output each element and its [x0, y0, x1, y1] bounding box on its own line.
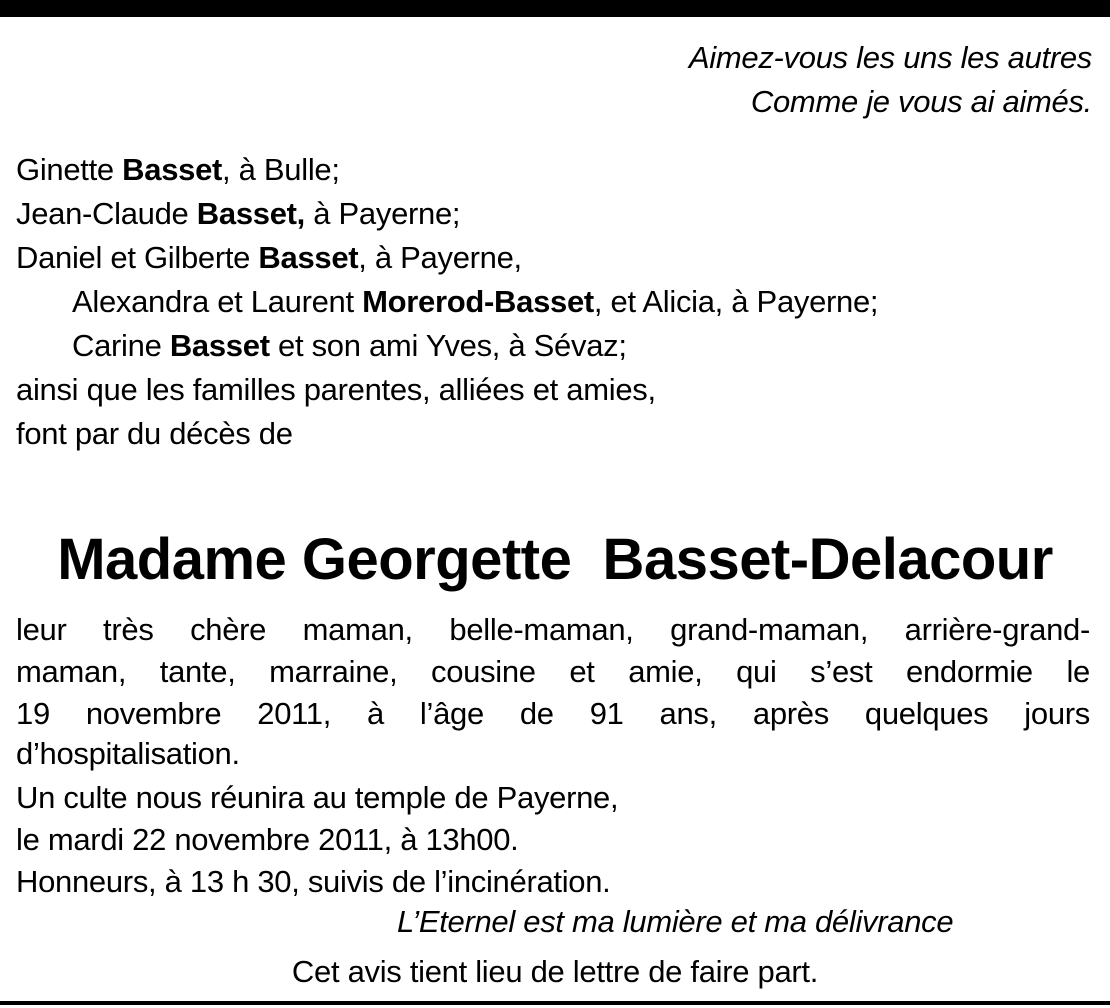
relatives-line: ainsi que les familles parentes, alliées et amies, — [16, 372, 656, 407]
family-line-4: Alexandra et Laurent Morerod-Basset, et Alicia, à Payerne; — [72, 284, 879, 319]
service-line-3: Honneurs, à 13 h 30, suivis de l’incinération. — [16, 864, 611, 899]
family-line-2: Jean-Claude Basset, à Payerne; — [16, 196, 461, 231]
quote-bottom: L’Eternel est ma lumière et ma délivrance — [397, 904, 954, 939]
quote-top-line-2: Comme je vous ai aimés. — [750, 84, 1092, 119]
family-line-5: Carine Basset et son ami Yves, à Sévaz; — [72, 328, 627, 363]
body-line-1: leur très chère maman, belle-maman, grand-maman, arrière-grand- — [16, 612, 1090, 647]
body-line-2: maman, tante, marraine, cousine et amie, qui s’est endormie le — [16, 654, 1090, 689]
announce-line: font par du décès de — [16, 416, 293, 451]
notice-line: Cet avis tient lieu de lettre de faire part. — [291, 954, 819, 989]
deceased-name: Madame Georgette Basset-Delacour — [57, 527, 1053, 592]
family-line-3: Daniel et Gilberte Basset, à Payerne, — [16, 240, 522, 275]
service-line-1: Un culte nous réunira au temple de Payerne, — [16, 780, 619, 815]
top-rule — [0, 0, 1110, 17]
family-line-1: Ginette Basset, à Bulle; — [16, 152, 340, 187]
bottom-rule — [0, 1001, 1110, 1005]
service-line-2: le mardi 22 novembre 2011, à 13h00. — [16, 822, 519, 857]
body-line-3: 19 novembre 2011, à l’âge de 91 ans, après quelques jours — [16, 696, 1090, 731]
body-line-4: d’hospitalisation. — [16, 736, 240, 771]
quote-top-line-1: Aimez-vous les uns les autres — [688, 40, 1092, 75]
